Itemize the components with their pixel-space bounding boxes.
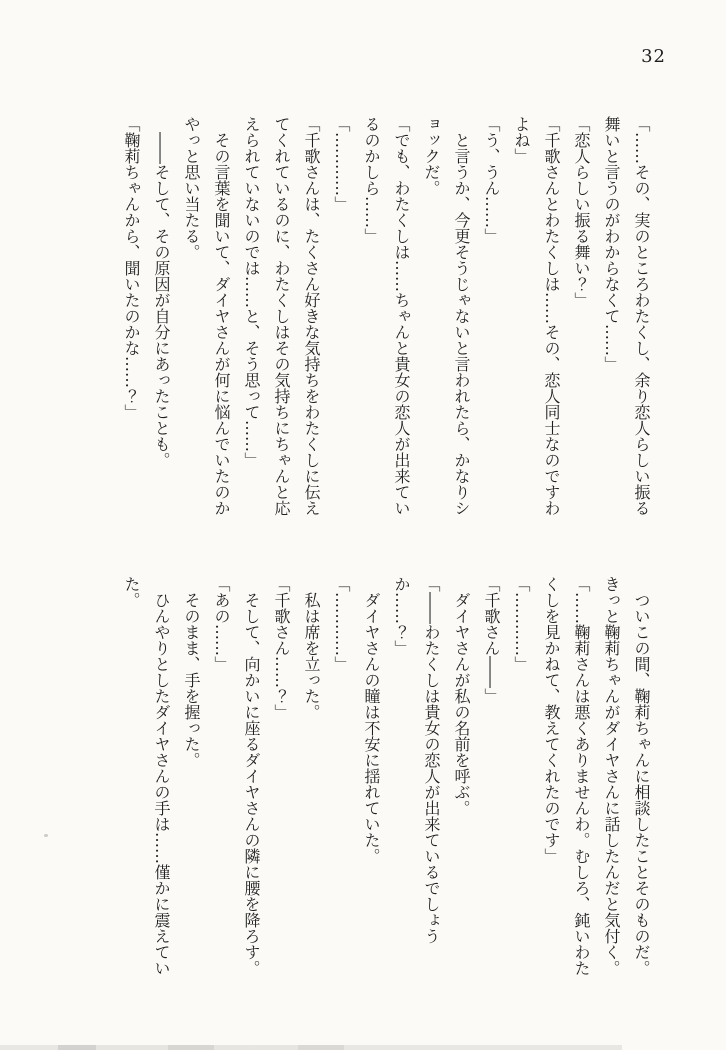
paragraph: 「…………」 bbox=[512, 576, 531, 672]
paragraph: 「でも、わたくしは……ちゃんと貴女の恋人が出来ているのかしら……」 bbox=[362, 116, 411, 516]
paragraph: そのまま、手を握った。 bbox=[182, 592, 201, 768]
text-band-bottom bbox=[116, 576, 656, 980]
paragraph: 「千歌さん……？」 bbox=[272, 576, 291, 720]
paragraph: ダイヤさんが私の名前を呼ぶ。 bbox=[452, 592, 471, 816]
scan-speck bbox=[44, 834, 48, 837]
scan-edge-shadow bbox=[0, 1045, 622, 1050]
paragraph: 「――わたくしは貴女の恋人が出来ているでしょうか……？」 bbox=[392, 576, 441, 944]
paragraph: 「あの……」 bbox=[212, 576, 231, 672]
paragraph: ひんやりとしたダイヤさんの手は……僅かに震えていた。 bbox=[122, 576, 171, 976]
paragraph: その言葉を聞いて、ダイヤさんが何に悩んでいたのかやっと思い当たる。 bbox=[182, 116, 231, 516]
paragraph: ついこの間、鞠莉ちゃんに相談したことそのものだ。きっと鞠莉ちゃんがダイヤさんに話したんだと気付く。 bbox=[602, 576, 651, 976]
paragraph: 「……その、実のところわたくし、余り恋人らしい振る舞いと言うのがわからなくて……」 bbox=[602, 116, 651, 516]
paragraph: と言うか、今更そうじゃないと言われたら、かなりショックだ。 bbox=[422, 116, 471, 516]
paragraph: 「…………」 bbox=[332, 576, 351, 672]
paragraph: そして、向かいに座るダイヤさんの隣に腰を降ろす。 bbox=[242, 592, 261, 976]
paragraph: ダイヤさんの瞳は不安に揺れていた。 bbox=[362, 592, 381, 864]
paragraph: 「…………」 bbox=[332, 116, 351, 212]
paragraph: ――そして、その原因が自分にあったことも。 bbox=[152, 132, 171, 468]
paragraph: 「千歌さん――」 bbox=[482, 576, 501, 704]
page-number: 32 bbox=[641, 46, 666, 67]
paragraph: 「鞠莉ちゃんから、聞いたのかな……？」 bbox=[122, 116, 141, 420]
paragraph: 「千歌さんとわたくしは……その、恋人同士なのですわよね」 bbox=[512, 116, 561, 516]
paragraph: 私は席を立った。 bbox=[302, 592, 321, 720]
paragraph: 「……鞠莉さんは悪くありませんわ。むしろ、鈍いわたくしを見かねて、教えてくれたのです」 bbox=[542, 576, 591, 976]
text-band-top bbox=[116, 116, 656, 520]
paragraph: 「恋人らしい振る舞い？」 bbox=[572, 116, 591, 308]
paragraph: 「千歌さんは、たくさん好きな気持ちをわたくしに伝えてくれているのに、わたくしはその気持ちにちゃんと応えられていないのでは……と、そう思って……」 bbox=[242, 116, 321, 516]
paragraph: 「う、うん……」 bbox=[482, 116, 501, 244]
